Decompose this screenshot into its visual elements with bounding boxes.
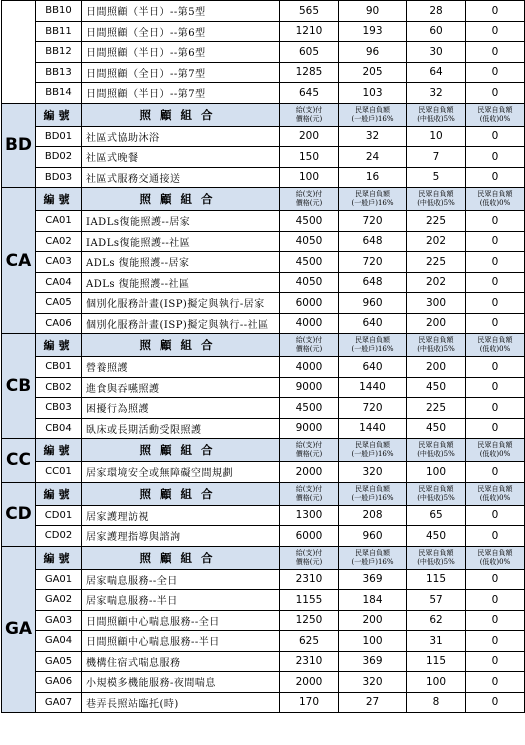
low-copay-cell: 0 — [466, 211, 525, 232]
header-price-line: 給(支)付 — [295, 105, 323, 114]
header-low — [466, 546, 525, 569]
mid-low-copay-cell: 100 — [407, 462, 466, 483]
low-copay-cell: 0 — [466, 21, 525, 42]
header-row — [2, 188, 525, 211]
table-row — [2, 167, 525, 188]
price-cell: 1210 — [280, 21, 339, 42]
service-name: 日間照顧中心喘息服務--全日 — [82, 610, 280, 631]
table-row — [2, 631, 525, 652]
general-copay-cell: 16 — [339, 167, 407, 188]
service-code: CA05 — [36, 293, 82, 314]
table-row — [2, 231, 525, 252]
header-general-line: 民眾自負額 — [355, 484, 390, 493]
general-copay-cell: 369 — [339, 651, 407, 672]
table-row — [2, 83, 525, 104]
general-copay-cell: 208 — [339, 505, 407, 526]
price-cell: 1155 — [280, 590, 339, 611]
price-cell: 200 — [280, 126, 339, 147]
table-row — [2, 272, 525, 293]
mid-low-copay-cell: 225 — [407, 398, 466, 419]
header-mid-low-line: 民眾自負額 — [418, 441, 454, 449]
header-code: 編號 — [36, 103, 82, 126]
mid-low-copay-cell: 200 — [407, 357, 466, 378]
low-copay-cell: 0 — [466, 62, 525, 83]
header-general-line: (一般戶)16% — [351, 114, 394, 123]
header-code: 編號 — [36, 188, 82, 211]
general-copay-cell: 96 — [339, 42, 407, 63]
low-copay-cell: 0 — [466, 505, 525, 526]
service-code: CA02 — [36, 231, 82, 252]
header-low-line: 民眾自負額 — [477, 484, 513, 493]
general-copay-cell: 320 — [339, 672, 407, 693]
general-copay-cell: 1440 — [339, 377, 407, 398]
mid-low-copay-cell: 57 — [407, 590, 466, 611]
general-copay-cell: 720 — [339, 252, 407, 273]
price-cell: 1250 — [280, 610, 339, 631]
price-cell: 150 — [280, 147, 339, 168]
mid-low-copay-cell: 62 — [407, 610, 466, 631]
low-copay-cell: 0 — [466, 126, 525, 147]
general-copay-cell: 369 — [339, 569, 407, 590]
header-price — [280, 103, 339, 126]
service-code: CA03 — [36, 252, 82, 273]
header-row — [2, 546, 525, 569]
header-mid-low-line: 民眾自負額 — [418, 484, 454, 493]
header-price — [280, 482, 339, 505]
service-name: 居家喘息服務--全日 — [82, 569, 280, 590]
price-cell: 100 — [280, 167, 339, 188]
service-name: 日間照顧（半日）--第7型 — [82, 83, 280, 104]
header-mid-low — [407, 439, 466, 462]
service-name: 臥床或長期活動受限照護 — [82, 418, 280, 439]
header-row — [2, 334, 525, 357]
table-row — [2, 505, 525, 526]
header-price-line: 價格(元) — [295, 493, 323, 502]
service-code: GA07 — [36, 692, 82, 713]
header-row — [2, 103, 525, 126]
header-mid-low-line: (中低收)5% — [417, 114, 455, 123]
table-row — [2, 569, 525, 590]
table-row — [2, 692, 525, 713]
service-name: 日間照顧中心喘息服務--半日 — [82, 631, 280, 652]
low-copay-cell: 0 — [466, 377, 525, 398]
header-price — [280, 546, 339, 569]
service-code: BD01 — [36, 126, 82, 147]
table-row — [2, 418, 525, 439]
header-low-line: (低收)0% — [479, 114, 511, 123]
mid-low-copay-cell: 100 — [407, 672, 466, 693]
header-mid-low-line: (中低收)5% — [417, 199, 455, 207]
service-code: CB03 — [36, 398, 82, 419]
low-copay-cell: 0 — [466, 1, 525, 22]
header-mid-low — [407, 546, 466, 569]
mid-low-copay-cell: 225 — [407, 211, 466, 232]
service-code: BD02 — [36, 147, 82, 168]
header-price-line: 價格(元) — [295, 450, 323, 458]
table-row — [2, 313, 525, 334]
header-low — [466, 439, 525, 462]
low-copay-cell: 0 — [466, 313, 525, 334]
header-low-line: (低收)0% — [479, 557, 511, 566]
low-copay-cell: 0 — [466, 631, 525, 652]
header-low — [466, 482, 525, 505]
header-general — [339, 188, 407, 211]
low-copay-cell: 0 — [466, 357, 525, 378]
table-row — [2, 651, 525, 672]
low-copay-cell: 0 — [466, 42, 525, 63]
header-general-line: (一般戶)16% — [351, 557, 394, 566]
header-general — [339, 334, 407, 357]
header-general-line: 民眾自負額 — [355, 336, 390, 344]
service-name: 困擾行為照護 — [82, 398, 280, 419]
mid-low-copay-cell: 300 — [407, 293, 466, 314]
header-price-line: 給(支)付 — [295, 548, 323, 557]
low-copay-cell: 0 — [466, 252, 525, 273]
header-code: 編號 — [36, 482, 82, 505]
service-name: 小規模多機能服務-夜間喘息 — [82, 672, 280, 693]
header-mid-low-line: 民眾自負額 — [418, 190, 454, 198]
table-row — [2, 21, 525, 42]
service-name: 居家環境安全或無障礙空間規劃 — [82, 462, 280, 483]
group-code: CA — [2, 188, 36, 334]
header-mid-low — [407, 334, 466, 357]
header-name: 照顧組合 — [82, 103, 280, 126]
mid-low-copay-cell: 10 — [407, 126, 466, 147]
header-low-line: (低收)0% — [479, 450, 511, 458]
header-low — [466, 103, 525, 126]
table-row — [2, 1, 525, 22]
service-name: 社區式服務交通接送 — [82, 167, 280, 188]
price-cell: 4500 — [280, 211, 339, 232]
service-code: BD03 — [36, 167, 82, 188]
general-copay-cell: 103 — [339, 83, 407, 104]
header-general-line: (一般戶)16% — [351, 345, 394, 353]
group-code: CC — [2, 439, 36, 483]
header-row — [2, 482, 525, 505]
low-copay-cell: 0 — [466, 231, 525, 252]
header-general-line: 民眾自負額 — [355, 548, 390, 557]
mid-low-copay-cell: 32 — [407, 83, 466, 104]
service-code: CD02 — [36, 526, 82, 547]
price-cell: 2310 — [280, 569, 339, 590]
general-copay-cell: 205 — [339, 62, 407, 83]
low-copay-cell: 0 — [466, 672, 525, 693]
header-code: 編號 — [36, 546, 82, 569]
table-row — [2, 293, 525, 314]
header-price — [280, 334, 339, 357]
header-price-line: 價格(元) — [295, 199, 323, 207]
header-price-line: 給(支)付 — [295, 336, 323, 344]
price-cell: 4500 — [280, 398, 339, 419]
header-general-line: (一般戶)16% — [351, 199, 394, 207]
header-low-line: (低收)0% — [479, 493, 511, 502]
low-copay-cell: 0 — [466, 147, 525, 168]
service-name: 日間照顧（全日）--第6型 — [82, 21, 280, 42]
price-cell: 6000 — [280, 526, 339, 547]
low-copay-cell: 0 — [466, 610, 525, 631]
low-copay-cell: 0 — [466, 167, 525, 188]
table-row — [2, 526, 525, 547]
service-code: CB02 — [36, 377, 82, 398]
price-cell: 2310 — [280, 651, 339, 672]
header-low-line: 民眾自負額 — [477, 548, 513, 557]
header-low — [466, 188, 525, 211]
service-code: GA03 — [36, 610, 82, 631]
general-copay-cell: 100 — [339, 631, 407, 652]
low-copay-cell: 0 — [466, 569, 525, 590]
table-row — [2, 398, 525, 419]
mid-low-copay-cell: 8 — [407, 692, 466, 713]
general-copay-cell: 193 — [339, 21, 407, 42]
header-code: 編號 — [36, 439, 82, 462]
low-copay-cell: 0 — [466, 83, 525, 104]
header-general-line: 民眾自負額 — [355, 441, 390, 449]
table-row — [2, 126, 525, 147]
service-code: CA04 — [36, 272, 82, 293]
general-copay-cell: 320 — [339, 462, 407, 483]
header-price — [280, 188, 339, 211]
mid-low-copay-cell: 28 — [407, 1, 466, 22]
group-code: BD — [2, 103, 36, 188]
general-copay-cell: 90 — [339, 1, 407, 22]
price-cell: 645 — [280, 83, 339, 104]
price-cell: 565 — [280, 1, 339, 22]
low-copay-cell: 0 — [466, 272, 525, 293]
mid-low-copay-cell: 225 — [407, 252, 466, 273]
table-row — [2, 42, 525, 63]
table-row — [2, 252, 525, 273]
header-low-line: 民眾自負額 — [477, 336, 513, 344]
service-code: BB13 — [36, 62, 82, 83]
service-code: BB14 — [36, 83, 82, 104]
general-copay-cell: 640 — [339, 313, 407, 334]
low-copay-cell: 0 — [466, 526, 525, 547]
group-code: GA — [2, 546, 36, 713]
group-code: CB — [2, 334, 36, 439]
header-mid-low-line: 民眾自負額 — [418, 336, 454, 344]
header-general-line: 民眾自負額 — [355, 105, 390, 114]
general-copay-cell: 960 — [339, 293, 407, 314]
service-name: 居家護理訪視 — [82, 505, 280, 526]
header-name: 照顧組合 — [82, 188, 280, 211]
header-price-line: 價格(元) — [295, 345, 323, 353]
mid-low-copay-cell: 5 — [407, 167, 466, 188]
service-name: 營養照護 — [82, 357, 280, 378]
header-general — [339, 482, 407, 505]
service-code: CC01 — [36, 462, 82, 483]
service-name: 個別化服務計畫(ISP)擬定與執行--社區 — [82, 313, 280, 334]
header-mid-low-line: (中低收)5% — [417, 345, 455, 353]
mid-low-copay-cell: 202 — [407, 272, 466, 293]
group-code — [2, 1, 36, 104]
service-code: GA01 — [36, 569, 82, 590]
price-cell: 625 — [280, 631, 339, 652]
table-row — [2, 62, 525, 83]
header-row — [2, 439, 525, 462]
price-cell: 4000 — [280, 313, 339, 334]
mid-low-copay-cell: 115 — [407, 569, 466, 590]
service-code: GA04 — [36, 631, 82, 652]
table-row — [2, 462, 525, 483]
header-price-line: 給(支)付 — [295, 484, 323, 493]
header-general-line: (一般戶)16% — [351, 493, 394, 502]
service-code: CA06 — [36, 313, 82, 334]
mid-low-copay-cell: 60 — [407, 21, 466, 42]
service-name: 進食與吞嚥照護 — [82, 377, 280, 398]
service-name: 居家喘息服務--半日 — [82, 590, 280, 611]
service-name: 巷弄長照站臨托(時) — [82, 692, 280, 713]
low-copay-cell: 0 — [466, 692, 525, 713]
price-cell: 4500 — [280, 252, 339, 273]
service-name: IADLs復能照護--居家 — [82, 211, 280, 232]
general-copay-cell: 960 — [339, 526, 407, 547]
header-low-line: 民眾自負額 — [477, 105, 513, 114]
low-copay-cell: 0 — [466, 590, 525, 611]
mid-low-copay-cell: 202 — [407, 231, 466, 252]
service-name: 日間照顧（半日）--第6型 — [82, 42, 280, 63]
header-general-line: (一般戶)16% — [351, 450, 394, 458]
mid-low-copay-cell: 115 — [407, 651, 466, 672]
price-cell: 4050 — [280, 231, 339, 252]
general-copay-cell: 24 — [339, 147, 407, 168]
header-mid-low — [407, 482, 466, 505]
header-mid-low — [407, 103, 466, 126]
header-name: 照顧組合 — [82, 482, 280, 505]
header-low-line: 民眾自負額 — [477, 441, 513, 449]
header-price-line: 價格(元) — [295, 114, 323, 123]
fee-table — [1, 0, 525, 713]
general-copay-cell: 720 — [339, 398, 407, 419]
service-name: 居家護理指導與諮詢 — [82, 526, 280, 547]
header-mid-low-line: (中低收)5% — [417, 450, 455, 458]
mid-low-copay-cell: 64 — [407, 62, 466, 83]
service-code: CB04 — [36, 418, 82, 439]
general-copay-cell: 1440 — [339, 418, 407, 439]
mid-low-copay-cell: 450 — [407, 418, 466, 439]
general-copay-cell: 200 — [339, 610, 407, 631]
mid-low-copay-cell: 7 — [407, 147, 466, 168]
service-code: CB01 — [36, 357, 82, 378]
price-cell: 170 — [280, 692, 339, 713]
header-general — [339, 546, 407, 569]
table-row — [2, 211, 525, 232]
group-code: CD — [2, 482, 36, 546]
header-mid-low-line: (中低收)5% — [417, 557, 455, 566]
table-row — [2, 590, 525, 611]
low-copay-cell: 0 — [466, 462, 525, 483]
header-code: 編號 — [36, 334, 82, 357]
header-price — [280, 439, 339, 462]
mid-low-copay-cell: 450 — [407, 377, 466, 398]
mid-low-copay-cell: 30 — [407, 42, 466, 63]
mid-low-copay-cell: 450 — [407, 526, 466, 547]
header-mid-low-line: 民眾自負額 — [418, 105, 454, 114]
header-low-line: 民眾自負額 — [477, 190, 513, 198]
header-price-line: 給(支)付 — [295, 190, 323, 198]
low-copay-cell: 0 — [466, 651, 525, 672]
service-name: 日間照顧（全日）--第7型 — [82, 62, 280, 83]
mid-low-copay-cell: 200 — [407, 313, 466, 334]
price-cell: 9000 — [280, 418, 339, 439]
service-code: GA05 — [36, 651, 82, 672]
header-mid-low — [407, 188, 466, 211]
general-copay-cell: 648 — [339, 272, 407, 293]
price-cell: 605 — [280, 42, 339, 63]
header-general — [339, 439, 407, 462]
header-low-line: (低收)0% — [479, 199, 511, 207]
header-price-line: 價格(元) — [295, 557, 323, 566]
header-name: 照顧組合 — [82, 546, 280, 569]
service-name: IADLs復能照護--社區 — [82, 231, 280, 252]
service-code: GA06 — [36, 672, 82, 693]
price-cell: 4050 — [280, 272, 339, 293]
low-copay-cell: 0 — [466, 293, 525, 314]
service-code: CD01 — [36, 505, 82, 526]
table-row — [2, 377, 525, 398]
table-row — [2, 610, 525, 631]
table-row — [2, 672, 525, 693]
service-code: BB10 — [36, 1, 82, 22]
service-name: 個別化服務計畫(ISP)擬定與執行-居家 — [82, 293, 280, 314]
service-code: CA01 — [36, 211, 82, 232]
service-code: BB12 — [36, 42, 82, 63]
service-name: 機構住宿式喘息服務 — [82, 651, 280, 672]
header-low-line: (低收)0% — [479, 345, 511, 353]
header-name: 照顧組合 — [82, 439, 280, 462]
price-cell: 4000 — [280, 357, 339, 378]
general-copay-cell: 184 — [339, 590, 407, 611]
service-code: BB11 — [36, 21, 82, 42]
price-cell: 2000 — [280, 462, 339, 483]
service-code: GA02 — [36, 590, 82, 611]
general-copay-cell: 720 — [339, 211, 407, 232]
price-cell: 6000 — [280, 293, 339, 314]
mid-low-copay-cell: 65 — [407, 505, 466, 526]
general-copay-cell: 27 — [339, 692, 407, 713]
service-name: 日間照顧（半日）--第5型 — [82, 1, 280, 22]
low-copay-cell: 0 — [466, 418, 525, 439]
general-copay-cell: 640 — [339, 357, 407, 378]
service-name: ADLs 復能照護--居家 — [82, 252, 280, 273]
service-name: ADLs 復能照護--社區 — [82, 272, 280, 293]
price-cell: 1300 — [280, 505, 339, 526]
header-low — [466, 334, 525, 357]
header-name: 照顧組合 — [82, 334, 280, 357]
service-name: 社區式協助沐浴 — [82, 126, 280, 147]
table-row — [2, 357, 525, 378]
header-general — [339, 103, 407, 126]
mid-low-copay-cell: 31 — [407, 631, 466, 652]
low-copay-cell: 0 — [466, 398, 525, 419]
header-mid-low-line: 民眾自負額 — [418, 548, 454, 557]
header-price-line: 給(支)付 — [295, 441, 323, 449]
service-name: 社區式晚餐 — [82, 147, 280, 168]
header-mid-low-line: (中低收)5% — [417, 493, 455, 502]
table-row — [2, 147, 525, 168]
general-copay-cell: 32 — [339, 126, 407, 147]
price-cell: 1285 — [280, 62, 339, 83]
price-cell: 9000 — [280, 377, 339, 398]
general-copay-cell: 648 — [339, 231, 407, 252]
header-general-line: 民眾自負額 — [355, 190, 390, 198]
price-cell: 2000 — [280, 672, 339, 693]
